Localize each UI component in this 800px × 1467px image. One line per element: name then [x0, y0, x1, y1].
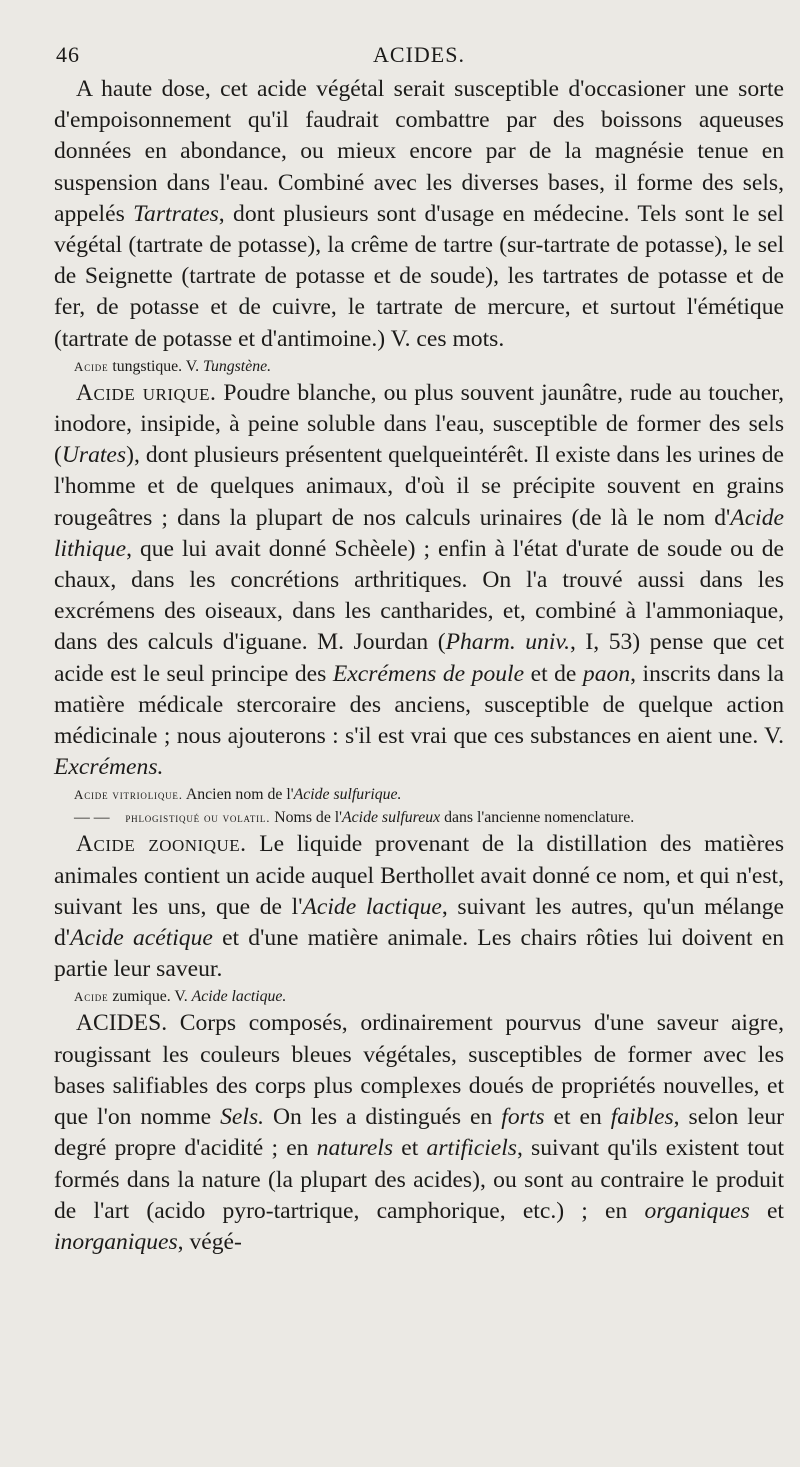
italic-term: organiques — [644, 1197, 750, 1224]
text-run: Le liquide provenant de la distillation des matières animales contient un acide auquel Berthollet avait donné ce nom, et qui n'est, suivant les uns, que de l' — [54, 831, 784, 920]
text-run: tungstique. V. — [108, 357, 204, 375]
paragraph-acide-tartrique-end — [54, 74, 784, 355]
text-run: et — [749, 1197, 784, 1224]
text-run: et de — [524, 660, 583, 687]
italic-term: artificiels — [426, 1135, 517, 1162]
text-run: , suivant qu'ils existent tout formés dans la nature (la plupart des acides), ou sont au contraire le produit de l'art (acido pyro-tartrique, camphorique, etc.) ; en — [54, 1135, 784, 1224]
italic-term: Acide lithique — [54, 504, 784, 562]
italic-term: Sels. — [220, 1104, 265, 1131]
running-head — [54, 34, 784, 74]
body-text — [54, 74, 784, 1258]
text-run: On les a distingués en — [264, 1104, 502, 1131]
entry-acide-tungstique — [54, 355, 784, 378]
text-run: , dont plusieurs sont d'usage en médecine. Tels sont le sel végétal (tartrate de potasse), la crême de tartre (sur-tartrate de potasse), le sel de Seignette (tartrate de potasse et de soude), les tartrates de potasse et de fer, de potasse et de cuivre, le tartrate de mercure, et surtout l'émétique (tartrate de potasse et d'antimoine.) V. ces mots. — [54, 200, 784, 352]
text-run: , selon leur degré propre d'acidité ; en — [54, 1104, 784, 1162]
page-number: 46 — [56, 42, 80, 67]
italic-term: Pharm. univ. — [445, 629, 571, 656]
italic-term: Acide acétique — [70, 925, 213, 952]
text-run: Poudre blanche, ou plus souvent jaunâtre, rude au toucher, inodore, insipide, à peine soluble dans l'eau, susceptible de former des sels ( — [54, 379, 785, 469]
text-run: Noms de l' — [270, 809, 343, 827]
entry-acide-urique — [54, 378, 784, 784]
entry-headword: phlogistiqué ou volatil. — [125, 810, 271, 826]
text-run: , suivant les autres, qu'un mélange d' — [54, 893, 785, 952]
entry-headword: Acide vitriolique. — [74, 787, 183, 803]
entry-acide-zumique — [54, 985, 784, 1008]
text-run: et en — [544, 1104, 611, 1131]
italic-term: forts — [501, 1104, 545, 1131]
italic-term: naturels — [316, 1135, 394, 1162]
text-run: , I, 53) pense que cet acide est le seul principe des — [54, 629, 784, 687]
text-run: dans l'ancienne nomenclature. — [440, 809, 635, 827]
cross-reference: Excrémens. — [54, 754, 164, 781]
text-run: , inscrits dans la matière médicale stercoraire des anciens, susceptible de quelque action médicinale ; nous ajouterons : s'il est vrai que ces substances en aient une. V. — [54, 660, 784, 750]
entry-headword: Acide — [74, 989, 109, 1005]
italic-term: Acide lactique — [302, 893, 442, 920]
entry-headword: Acide — [74, 358, 109, 374]
text-run: et — [393, 1135, 427, 1162]
italic-term: Acide sulfurique. — [293, 786, 402, 804]
text-run: Ancien nom de l' — [182, 786, 294, 804]
italic-term: Acide sulfureux — [342, 809, 441, 827]
text-run: et d'une matière animale. Les chairs rôties lui doivent en partie leur saveur. — [54, 925, 785, 983]
entry-acide-vitriolique — [54, 783, 784, 806]
italic-term: Urates — [61, 442, 127, 469]
entry-acide-zoonique — [54, 829, 784, 985]
cross-reference: Tungstène. — [203, 357, 272, 375]
text-run: , que lui avait donné Schèele) ; enfin à l'état d'urate de soude ou de chaux, dans les concrétions arthritiques. On l'a trouvé aussi dans les excrémens des oiseaux, dans les cantharides, et, combiné à l'ammoniaque, dans des calculs d'iguane. M. Jourdan ( — [54, 535, 784, 656]
page-title: ACIDES. — [373, 42, 465, 67]
ditto-dash: — — — [74, 809, 110, 827]
text-run: ACIDES. Corps composés, ordinairement pourvus d'une saveur aigre, rougissant les couleurs bleues végétales, susceptibles de former avec les bases salifiables des corps plus complexes doués de propriétés nouvelles, et que l'on nomme — [54, 1010, 784, 1131]
entry-acides — [54, 1008, 784, 1258]
text-run: A haute dose, cet acide végétal serait susceptible d'occasioner une sorte d'empoisonnement qu'il faudrait combattre par des boissons aqueuses données en abondance, ou mieux encore par de la magnésie tenue en suspension dans l'eau. Combiné avec les diverses bases, il forme des sels, appelés — [54, 76, 784, 227]
text-run: zumique. V. — [108, 988, 192, 1006]
cross-reference: Acide lactique. — [191, 988, 287, 1006]
italic-term: Excrémens de poule — [332, 660, 525, 687]
entry-headword: Acide urique. — [76, 379, 217, 406]
italic-term: Tartrates — [133, 200, 219, 227]
italic-term: inorganiques — [54, 1228, 178, 1255]
text-run: , végé- — [177, 1228, 242, 1255]
entry-headword: Acide zoonique. — [76, 831, 247, 858]
entry-acide-phlogistique — [54, 806, 784, 829]
text-run: ), dont plusieurs présentent quelqueintérêt. Il existe dans les urines de l'homme et de quelques animaux, d'où il se précipite souvent en grains rougeâtres ; dans la plupart de nos calculs urinaires (de là le nom d' — [54, 442, 784, 531]
italic-term: faibles — [610, 1104, 674, 1131]
italic-term: paon — [582, 660, 631, 687]
